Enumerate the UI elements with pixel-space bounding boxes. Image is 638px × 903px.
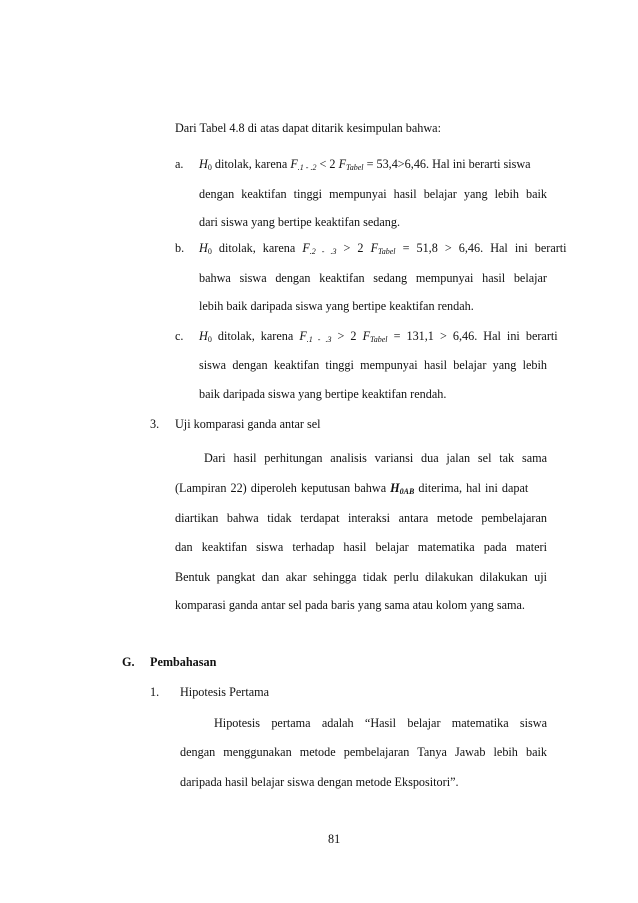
sub-1-title: Hipotesis Pertama [180,685,270,699]
item-b-marker: b. [175,241,185,255]
item-a-line3: dari siswa yang bertipe keaktifan sedang. [199,215,401,229]
section-3-title: Uji komparasi ganda antar sel [175,417,321,431]
section-3-line2 [175,481,547,499]
f-subscript: .2 - .3 [309,247,337,256]
section-3-line3: diartikan bahwa tidak terdapat interaksi antara metode pembelajaran [175,511,547,525]
h0-subscript: 0 [207,247,212,256]
item-c-line2: siswa dengan keaktifan tinggi mempunyai hasil belajar yang lebih [199,358,547,372]
item-a-marker: a. [175,157,184,171]
section-g-marker: G. [122,655,135,669]
f-symbol: F [290,157,298,171]
h0-symbol: H [199,329,208,343]
relation: > 2 [336,241,371,255]
f-subscript: .1 - .2 [297,163,317,172]
h0ab-symbol: H [390,481,400,495]
f-table-subscript: Tabel [370,335,388,344]
f-table-symbol: F [362,329,371,343]
item-c-value: = 131,1 > 6,46. Hal ini berarti [387,329,558,343]
item-b-text: ditolak, karena [211,241,303,255]
item-b-value: = 51,8 > 6,46. Hal ini berarti [395,241,567,255]
section-3-line5: Bentuk pangkat dan akar sehingga tidak perlu dilakukan dilakukan uji [175,570,547,584]
item-c-marker: c. [175,329,184,343]
f-table-subscript: Tabel [378,247,396,256]
section-g-title: Pembahasan [150,655,217,669]
item-a-line2: dengan keaktifan tinggi mempunyai hasil belajar yang lebih baik [199,187,547,201]
h0-subscript: 0 [207,335,212,344]
item-a-text: ditolak, karena [211,157,291,171]
section-3-line4: dan keaktifan siswa terhadap hasil belajar matematika pada materi [175,540,547,554]
h0-subscript: 0 [207,163,212,172]
section-3-line2-text: (Lampiran 22) diperoleh keputusan bahwa [175,481,391,495]
section-3-line6: komparasi ganda antar sel pada baris yang sama atau kolom yang sama. [175,598,525,612]
f-subscript: .1 - .3 [306,335,332,344]
item-a-line1 [199,157,547,175]
relation: < 2 [316,157,339,171]
item-a-value: = 53,4>6,46. Hal ini berarti siswa [363,157,531,171]
item-b-line2: bahwa siswa dengan keaktifan sedang mempunyai hasil belajar [199,271,547,285]
f-table-symbol: F [370,241,379,255]
item-b-line3: lebih baik daripada siswa yang bertipe keaktifan rendah. [199,299,474,313]
intro-text: Dari Tabel 4.8 di atas dapat ditarik kesimpulan bahwa: [175,121,441,135]
section-3-marker: 3. [150,417,160,431]
item-b-line1 [199,241,567,259]
item-c-line1 [199,329,558,347]
f-symbol: F [302,241,310,255]
page-number: 81 [328,832,341,846]
f-symbol: F [299,329,307,343]
sub-1-line3: daripada hasil belajar siswa dengan metode Ekspositori”. [180,775,459,789]
section-3-line2-post: diterima, hal ini dapat [414,481,529,495]
h0-symbol: H [199,157,208,171]
sub-1-line1: Hipotesis pertama adalah “Hasil belajar matematika siswa [214,716,547,730]
section-3-line1: Dari hasil perhitungan analisis variansi dua jalan sel tak sama [204,451,547,465]
f-table-subscript: Tabel [346,163,364,172]
h0ab-subscript: 0AB [399,487,415,496]
sub-1-line2: dengan menggunakan metode pembelajaran Tanya Jawab lebih baik [180,745,547,759]
h0-symbol: H [199,241,208,255]
f-table-symbol: F [338,157,347,171]
relation: > 2 [331,329,363,343]
item-c-text: ditolak, karena [211,329,300,343]
item-c-line3: baik daripada siswa yang bertipe keaktifan rendah. [199,387,447,401]
sub-1-marker: 1. [150,685,160,699]
